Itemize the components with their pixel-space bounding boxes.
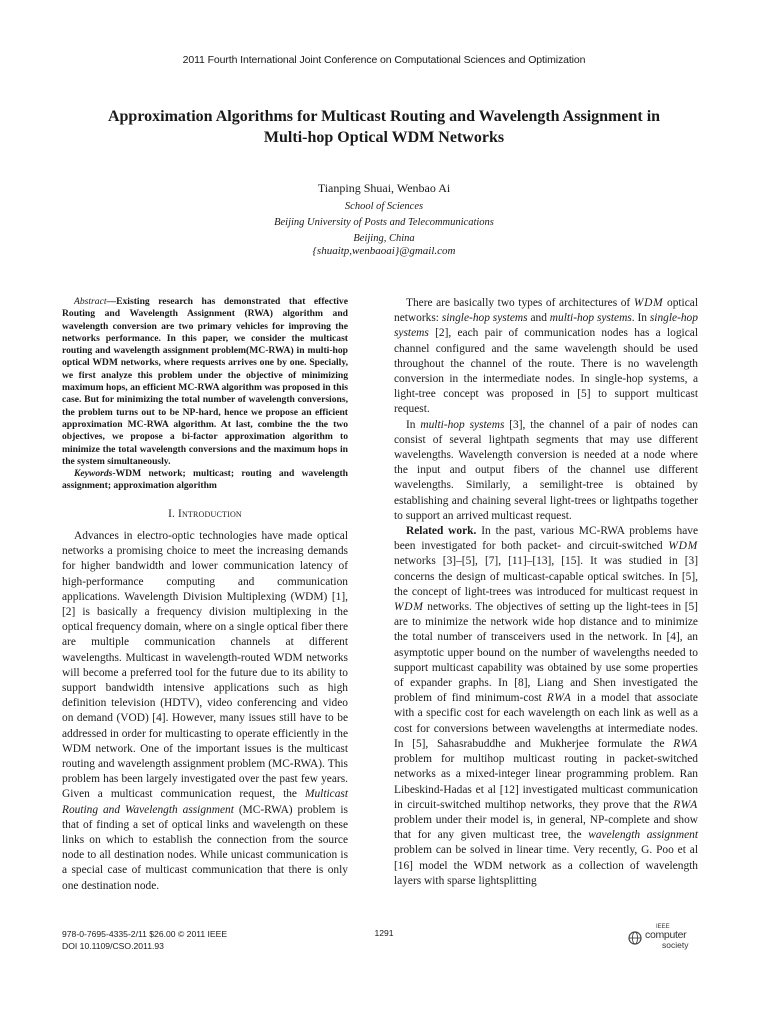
keywords <box>62 468 348 493</box>
text-run: networks [3]–[5], [7], [11]–[13], [15]. It was studied in [3] concerns the design of multicast-capable optical switches. In [5], the concept of light-trees was introduced for multicast request in <box>394 555 698 598</box>
section-title: Introduction <box>178 507 242 520</box>
ieee-globe-icon <box>628 931 642 945</box>
title-line-2: Multi-hop Optical WDM Networks <box>263 129 505 146</box>
abstract-text: —Existing research has demonstrated that effective Routing and Wavelength Assignment (RWA) algorithm and wavelength conversion are two primary vehicles for improving the networks performance. In this paper, we consider the multicast routing and wavelength assignment problem(MC-RWA) in multi-hop optical WDM networks, where requests arrives one by one. Specially, we first analyze this problem under the objective of minimizing maximum hops, an efficient MC-RWA algorithm was proposed in this case. But for minimizing the total number of wavelength conversions, the problem turns out to be NP-hard, hence we propose an efficient approximation MC-RWA algorithm. At last, combine the the two objectives, we propose a bi-factor approximation algorithm to minimize the total wavelength conversions and the maximum hops in the system simultaneously. <box>62 296 348 467</box>
text-run: In <box>406 418 416 431</box>
related-work-label: Related work. <box>406 525 477 538</box>
text-run: . <box>631 312 635 325</box>
logo-ieee-text: IEEE <box>656 924 670 930</box>
title-line-1: Approximation Algorithms for Multicast Routing and Wavelength Assignment in <box>107 108 661 125</box>
section-numeral: I. <box>168 507 176 520</box>
paper-title <box>40 106 728 148</box>
text-run: [3], the channel of a pair of nodes can consist of several lightpath segments that may use different wavelengths. Wavelength conversion is needed at a node where the input and output fibers of the channel use different wavelengths. Similarly, a semilight-tree is obtained by establishing and chaining several light-trees or lightpaths together to support an arrived multicast request. <box>394 418 698 522</box>
math-wdm: WDM <box>668 540 698 553</box>
text-run: problem for multihop multicast routing in packet-switched networks as a mixed-integer linear programming problem. Ran Libeskind-Hadas et al [12] investigated multicast communication in circuit-switched multihop networks, they prove that the <box>394 753 698 811</box>
text-run: problem can be solved in linear time. Very recently, G. Poo et al [16] model the WDM network as a collection of wavelength layers with sparse lightsplitting <box>394 844 698 887</box>
architecture-paragraph <box>394 296 698 418</box>
related-work-paragraph <box>394 524 698 889</box>
intro-text: Advances in electro-optic technologies have made optical networks a promising choice to meet the increasing demands for higher bandwidth and lower communication latency of high-performance computing and communication applications. Wavelength Division Multiplexing (WDM) [1], [2] is basically a frequency division multiplexing in the optical frequency domain, where on a single optical fiber there are multiple communication channels at different wavelengths. Multicast in wavelength-routed WDM networks will become a preferred tool for the future due to its ability to support bandwidth intensive applications such as high definition television (HDTV), video conferencing and video on demand (VOD) [4]. However, many issues still have to be addressed in order for multicasting to operate efficiently in the WDM network. One of the important issues is the multicast routing and wavelength assignment problem (MC-RWA). This problem has been largely investigated over the past few years. Given a multicast communication request, the <box>62 529 348 801</box>
footer-isbn: 978-0-7695-4335-2/11 $26.00 © 2011 IEEE <box>62 929 228 939</box>
intro-italic-term: Multicast Routing and Wavelength assignment <box>62 788 348 816</box>
affiliation-department: School of Sciences <box>344 201 424 212</box>
text-run: In <box>637 312 647 325</box>
author-email: {shuaitp,wenbaoai}@gmail.com <box>312 245 456 257</box>
math-wdm: WDM <box>394 601 424 614</box>
term-multi-hop: multi-hop systems <box>420 418 505 431</box>
keywords-label: Keywords <box>74 468 113 480</box>
page-number: 1291 <box>374 928 394 938</box>
abstract-label: Abstract <box>74 296 107 307</box>
text-run: [2], each pair of communication nodes has a logical channel configured and the same wavelength should be used throughout the channel of the route. There is no wavelength conversion in the intermediate nodes. In single-hop systems, a light-tree concept was proposed in [5] to support multicast request. <box>394 327 698 416</box>
math-rwa: RWA <box>673 737 698 750</box>
math-rwa: RWA <box>673 798 698 811</box>
intro-paragraph <box>62 529 348 894</box>
multihop-paragraph <box>394 418 698 524</box>
term-wavelength-assignment: wavelength assignment <box>588 829 698 842</box>
text-run: There are basically two types of architectures of <box>406 297 631 309</box>
text-run: optical networks: <box>394 297 698 325</box>
section-heading-introduction <box>62 507 348 522</box>
abstract <box>62 296 348 468</box>
term-multi-hop: multi-hop systems <box>549 312 632 325</box>
term-single-hop: single-hop systems <box>394 312 698 340</box>
text-run: problem under their model is, in general, NP-complete and show that for any given multicast tree, the <box>394 813 698 842</box>
math-wdm: WDM <box>633 297 664 309</box>
affiliation-university: Beijing University of Posts and Telecommunications <box>274 217 494 228</box>
left-column <box>62 296 348 894</box>
math-rwa: RWA <box>546 692 572 705</box>
intro-text-tail: (MC-RWA) problem is that of finding a set of optical links and wavelength on these links on which to establish the connection from the source node to all destination nodes. While unicast communication is a special case of multicast communication that there is only one destination node. <box>62 803 348 892</box>
logo-society-text: society <box>662 940 689 950</box>
affiliation-city: Beijing, China <box>353 233 415 244</box>
logo-computer-text: computer <box>645 929 687 941</box>
text-run: In the past, various MC-RWA problems have been investigated for both packet- and circuit-switched <box>394 525 699 553</box>
ieee-computer-society-logo <box>628 924 698 952</box>
text-run: in a model that associate with a specific cost for each wavelength on each link as well as a cost for conversions between wavelengths at intermediate nodes. In [5], Sahasrabuddhe and Mukherjee formulate the <box>394 692 698 750</box>
text-run: and <box>530 312 547 325</box>
author-names: Tianping Shuai, Wenbao Ai <box>317 181 451 195</box>
footer-doi: DOI 10.1109/CSO.2011.93 <box>62 941 164 951</box>
right-column <box>394 296 698 889</box>
text-run: networks. The objectives of setting up the light-tees in [5] are to minimize the network wide hop distance and to minimize the total number of transceivers used in the network. In [4], an asymptotic upper bound on the number of wavelengths needed to support multicast capability was obtained by use some properties of expander graphs. In [8], Liang and Shen investigated the problem of find minimum-cost <box>394 601 698 705</box>
term-single-hop: single-hop systems <box>441 312 528 325</box>
keywords-text: -WDM network; multicast; routing and wavelength assignment; approximation algorithm <box>62 468 348 492</box>
conference-header: 2011 Fourth International Joint Conference on Computational Sciences and Optimization <box>182 54 586 66</box>
